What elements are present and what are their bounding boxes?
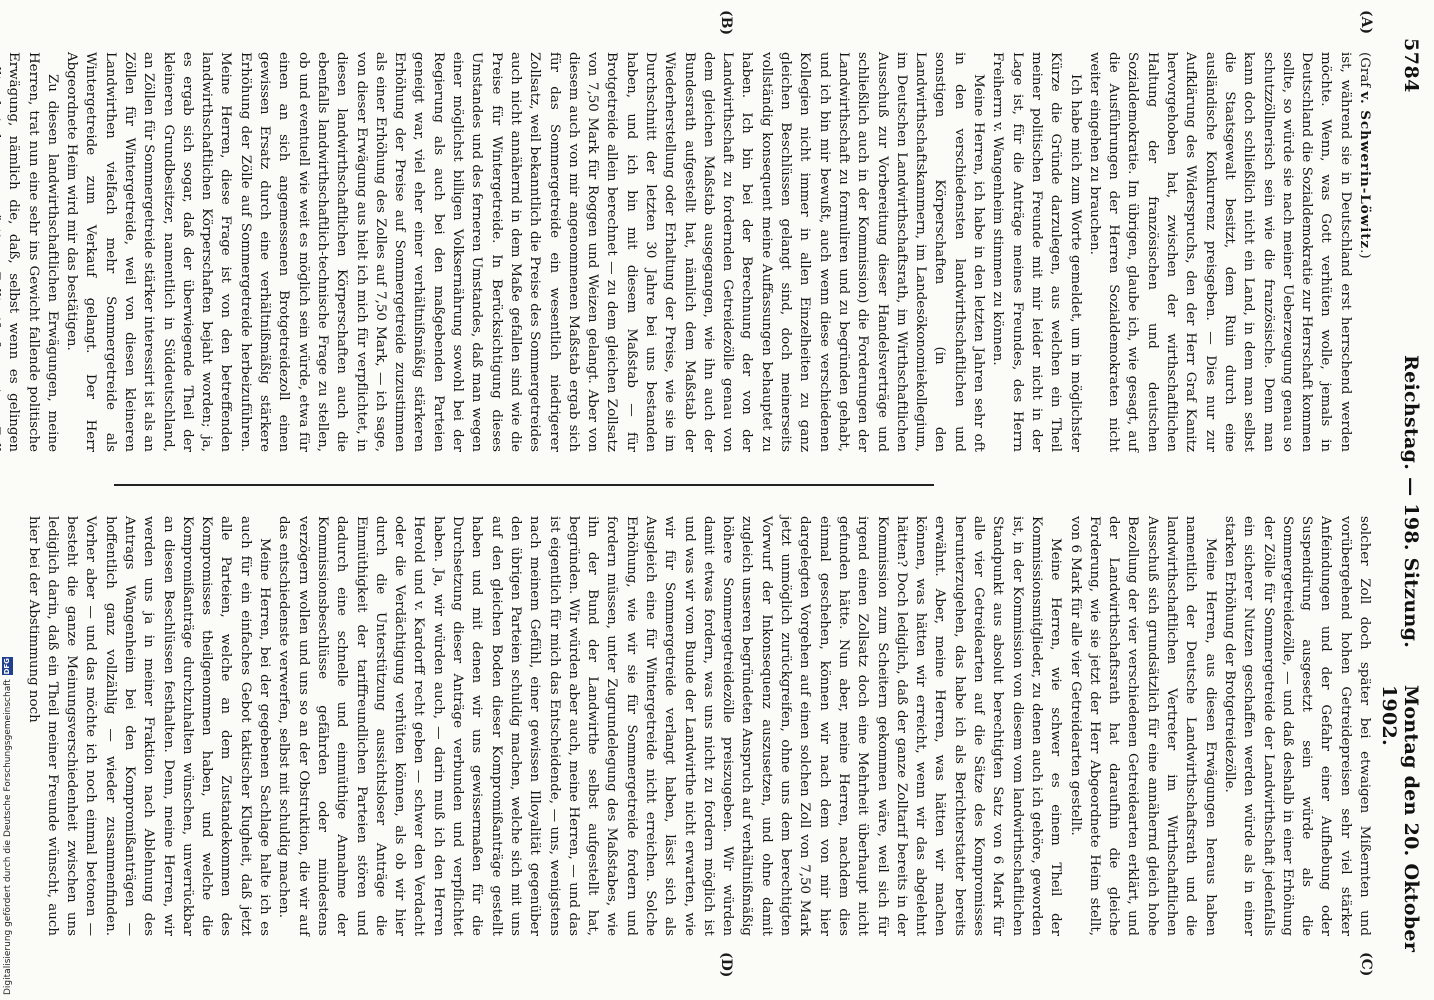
session-title: Reichstag. — 198. Sitzung.	[1400, 355, 1422, 649]
paragraph: Zu diesen landwirthschaftlichen Erwägungen, meine Herren, trat nun eine sehr ins Gewicht fallende politische Erwägung, nämlich die, daß, selbst wenn es gelingen	[6, 52, 60, 452]
page-number: 5784	[1400, 38, 1422, 93]
session-date: Montag den 20. Oktober 1902.	[1378, 685, 1422, 953]
paragraph: Meine Herren, ich habe in den letzten Jahren sehr oft in den verschiedensten landwirthschaftlichen und sonstigen Körperschaften (in den Landwirthschaftskammern, im Landesökonomiekollegium, im Deutschen Landwirthschaftsrath, im Wirthschaftlichen Ausschuß zur Vorbereitung dieser Handelsverträge und schließlich auch in der Kommission) die Forderungen der Landwirthschaft zu formuliren und zu begründen gehabt, und ich bin mir bewußt, auch wenn diese verschiedenen Kollegien nicht immer in allen Einzelheiten zu ganz gleichen Beschlüssen gelangt sind, doch meinerseits vollständig konsequent meine Auffassungen behauptet zu haben. Ich bin bei der Berechnung der von der Landwirthschaft zu fordernden Getreidezölle genau von dem gleichen Maßstab ausgegangen, wie ihn auch der Bundesrath aufgestellt hat, nämlich dem Maßstab der Wiederherstellung oder Erhaltung der Preise, wie sie im Durchschnitt der letzten 30 Jahre bei uns bestanden haben, und ich bin mit diesem Maßstab — für Brotgetreide allein berechnet — zu dem gleichen Zollsatz von 7,50 Mark für Roggen und Weizen gelangt. Aber von diesem auch von mir angenommenen Maßstab ergab sich für das Sommergetreide ein wesentlich niedrigerer Zollsatz, weil bekanntlich die Preise des Sommergetreides auch nicht annähernd in dem Maße gefallen sind wie die Preise für Wintergetreide. In Berücksichtigung dieses Umstandes und des ferneren Umstandes, daß man wegen einer möglichst billigen Volksernährung sowohl bei der Regierung als auch bei den maßgebenden Parteien geneigt war, viel eher einer verhältnißmäßig stärkeren Erhöhung der Preise auf Sommergetreide zuzustimmen als einer Erhöhung des Zolles auf 7,50 Mark, — ich sage, von dieser Erwägung aus hielt ich mich für verpflichtet, in diesen landwirthschaftlichen Körperschaften auch die ebenfalls landwirthschaftlich-technische Frage zu stellen, ob und eventuell wie weit es möglich sein würde, etwa für einen an sich angemessenen Brotgetreidezoll einen gewissen Ersatz durch eine verhältnißmäßig stärkere Erhöhung der Zölle auf Sommergetreide herbeizuführen. Meine Herren, diese Frage ist von den betreffenden landwirthschaftlichen Körperschaften bejaht worden; ja, es ergab sich sogar, daß der überwiegende Theil der kleineren Grundbesitzer, namentlich in Süddeutschland, an Zöllen für Sommergetreide stärker interessirt ist als an Zöllen für Wintergetreide, weil von diesen kleineren Landwirthen vielfach mehr Sommergetreide als Wintergetreide zum Verkauf gelangt. Der Herr Abgeordnete Heim wird mir das bestätigen.	[64, 52, 987, 452]
paragraph: Meine Herren, bei der gegebenen Sachlage halte ich es auch für ein einfaches Gebot taktischer Klugheit, daß jetzt alle Parteien, welche an dem Zustandekommen des Kompromisses theilgenommen haben, und welche die Kompromißanträge durchzuhalten wünschen, unverrückbar an diesen Beschlüssen festhalten. Denn, meine Herren, wir werden uns ja in meiner Fraktion nach Ablehnung des Antrags Wangenheim bei den Kompromißanträgen — hoffentlich ganz vollzählig — wieder zusammenfinden. Vorher aber — und das möchte ich noch einmal betonen — besteht die ganze Meinungsverschiedenheit zwischen uns lediglich darin, daß ein Theil meiner Freunde wünscht, auch hier bei der Abstimmung noch	[25, 516, 273, 936]
dfg-logo-icon: DFG	[3, 658, 11, 675]
paragraph: solcher Zoll doch später bei etwaigen Mißernten und vorübergehend hohen Getreidepreisen sehr viel stärker Anfeindungen und der Gefahr einer Aufhebung oder Suspendirung ausgesetzt sein würde als die Sommergetreidezölle, — und daß deshalb in einer Erhöhung der Zölle für Sommergetreide der Landwirthschaft jedenfalls ein sicherer Nutzen geschaffen werden würde als in einer starken Erhöhung der Brotgetreidezölle.	[1221, 516, 1372, 936]
paragraph: Meine Herren, wie schwer es einem Theil der Kommissionsmitglieder, zu denen auch ich gehöre, geworden ist, in der Kommission von diesem vom landwirthschaftlichen Standpunkt aus absolut berechtigten Satz von 6 Mark für alle vier Getreidearten auf die Sätze des Kompromisses herunterzugehen, das habe ich als Berichterstatter bereits erwähnt. Aber, meine Herren, was hätten wir machen können, was hätten wir erreicht, wenn wir das abgelehnt hätten? Doch lediglich, daß der ganze Zolltarif bereits in der Kommission zum Scheitern gekommen wäre, weil sich für irgend einen Zollsatz doch eine Mehrheit überhaupt nicht gefunden hätte. Nun aber, meine Herren, nachdem dies einmal geschehen, können wir nach dem von mir hier dargelegten Vorgehen auf einen solchen Zoll von 7,50 Mark jetzt unmöglich zurückgreifen, ohne uns dem berechtigten Vorwurf der Inkonsequenz auszusetzen, und ohne damit zugleich unseren begründeten Anspruch auf verhältnißmäßig höhere Sommergetreidezölle preiszugeben. Wir würden damit etwas fordern, was uns nicht zu fordern möglich ist und was wir vom Bunde der Landwirthe nicht erwarten, wie wir für Sommergetreide verlangt haben, lässt sich als Ausgleich eine für Wintergetreide nicht erreichen. Solche Erhöhung, wie wir sie für Sommergetreide fordern und fordern müssen, unter Zugrundelegung des Maßstabes, wie ihn der Bund der Landwirthe selbst aufgestellt hat, begründen. Wir würden aber auch, meine Herren, — und das ist eigentlich für mich das Entscheidende, — uns, wenigstens nach meinem Gefühl, einer gewissen Illoyalität gegenüber den übrigen Parteien schuldig machen, welche sich mit uns auf den gleichen Boden dieser Kompromißanträge gestellt haben und mit denen wir uns gewissermaßen für die Durchsetzung dieser Anträge verbunden und verpflichtet haben. Ja, wir würden auch, — darin muß ich den Herren Herold und v. Kardorff recht geben — schwer den Verdacht oder die Verdächtigung verhüten können, als ob wir hier durch die Unterstützung aussichtsloser Anträge die Einmüthigkeit der tariffreundlichen Parteien stören und dadurch eine schnelle und einmüthige Annahme der Kommissionsbeschlüsse gefährden oder mindestens verzögern wollen und uns so an der Obstruktion, die wir auf das entschiedenste verwerfen, selbst mit schuldig machen.	[276, 516, 1064, 936]
margin-marker-c: (C)	[1358, 952, 1374, 977]
speaker-name: v. Schwerin-Löwitz	[1357, 91, 1373, 250]
left-text-column	[6, 52, 1374, 452]
column-divider	[114, 484, 934, 486]
paragraph: ist, während sie in Deutschland erst herrschend werden möchte. Wenn, was Gott verhüten wolle, jemals in Deutschland die Sozialdemokratie zur Herrschaft kommen sollte, so würde sie nach meiner Ueberzeugung genau so schutzzöllnerisch sein wie die französische. Denn man kann doch schließlich nicht ein Land, in dem man selbst die Staatsgewalt besitzt, dem Ruin durch eine ausländische Konkurrenz preisgeben. — Dies nur zur Aufklärung des Widerspruchs, den der Herr Graf Kanitz hervorgehoben hat, zwischen der wirthschaftlichen Haltung der französischen und deutschen Sozialdemokratie. Im übrigen, glaube ich, wie gesagt, auf die Ausführungen der Herren Sozialdemokraten nicht weiter eingehen zu brauchen.	[1086, 52, 1353, 452]
margin-marker-b: (B)	[718, 10, 734, 36]
margin-marker-d: (D)	[718, 952, 734, 978]
paragraph: Ich habe mich zum Worte gemeldet, um in möglichster Kürze die Gründe darzulegen, aus welchen ein Theil meiner politischen Freunde mit mir leider nicht in der Lage ist, für die Anträge meines Freundes, des Herrn Freiherrn v. Wangenheim stimmen zu können.	[990, 52, 1083, 452]
margin-marker-a: (A)	[1358, 10, 1374, 35]
footer-text: Digitalisierung gefördert durch die Deutsche Forschungsgemeinschaft	[2, 679, 13, 995]
speaker-suffix: .)	[1357, 249, 1372, 259]
right-text-column	[25, 516, 1374, 936]
digitization-footer	[2, 657, 13, 995]
speaker-prefix: (Graf	[1357, 52, 1372, 92]
page-header	[1368, 0, 1434, 1000]
speaker-line	[1355, 52, 1374, 452]
paragraph: Meine Herren, aus diesen Erwägungen heraus haben namentlich der Deutsche Landwirthschaftsrath und die landwirthschaftlichen Vertreter im Wirthschaftlichen Ausschuß sich grundsätzlich für eine annähernd gleich hohe Bezollung der vier verschiedenen Getreidearten erklärt, und der Landwirthschaftsrath hat daraufhin die gleiche Forderung, wie sie jetzt der Herr Abgeordnete Heim stellt, von 6 Mark für alle vier Getreidearten gestellt.	[1067, 516, 1218, 936]
